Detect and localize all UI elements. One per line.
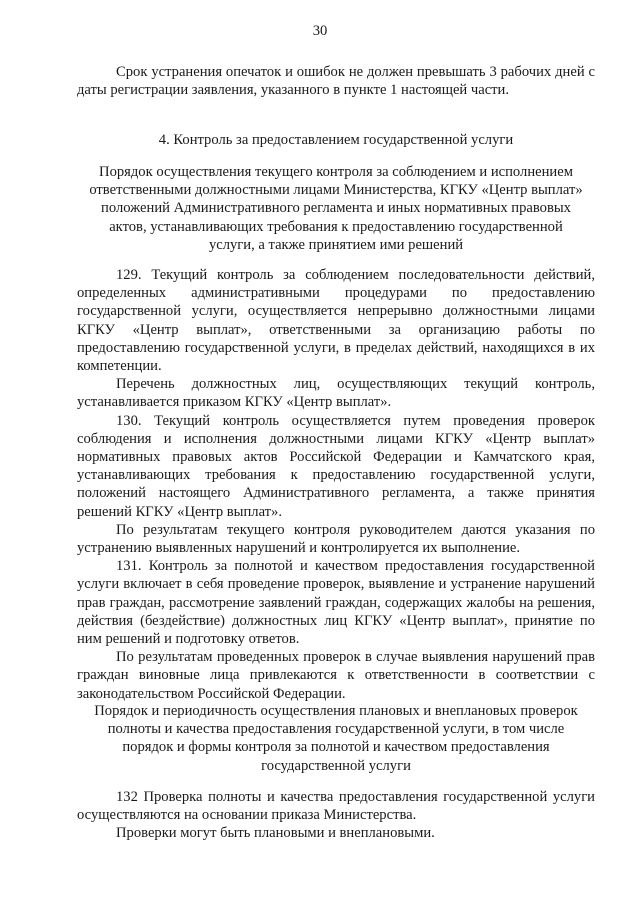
- page-number: 30: [312, 23, 328, 39]
- section-title: 4. Контроль за предоставлением государственной услуги: [158, 132, 514, 148]
- subsection-heading-2: [77, 702, 595, 775]
- paragraph-131: 131. Контроль за полнотой и качеством предоставления государственной услуги включает в себя проведение проверок, выявление и устранение нарушений прав граждан, рассмотрение заявлений граждан, содержащих жалобы на решения, действия (бездействие) должностных лиц КГКУ «Центр выплат», принятие по ним решений и подготовку ответов.: [77, 558, 595, 648]
- paragraph-131-results: По результатам проведенных проверок в случае выявления нарушений прав граждан виновные лица привлекаются к ответственности в соответствии с законодательством Российской Федерации.: [77, 649, 595, 702]
- subheading-line: актов, устанавливающих требования к предоставлению государственной: [109, 218, 563, 235]
- subheading-line: государственной услуги: [261, 757, 411, 774]
- paragraph-130: 130. Текущий контроль осуществляется путем проведения проверок соблюдения и исполнения должностными лицами КГКУ «Центр выплат» нормативных правовых актов Российской Федерации и Камчатского края, устанавливающих требования к предоставлению государственной услуги, положений настоящего Административного регламента, а также принятия решений КГКУ «Центр выплат».: [77, 412, 595, 520]
- paragraphs-block-1: [77, 266, 595, 703]
- subheading-line: Порядок осуществления текущего контроля за соблюдением и исполнением: [99, 164, 573, 180]
- intro-block: [77, 63, 595, 99]
- paragraphs-block-2: [77, 788, 595, 843]
- paragraph-132: 132 Проверка полноты и качества предоставления государственной услуги осуществляются на основании приказа Министерства.: [77, 789, 595, 824]
- subsection-heading-1: [77, 163, 595, 254]
- subheading-line: положений Административного регламента и иных нормативных правовых: [101, 200, 571, 217]
- paragraph-129-list: Перечень должностных лиц, осуществляющих текущий контроль, устанавливается приказом КГКУ «Центр выплат».: [77, 376, 595, 411]
- section-heading-block: [77, 131, 595, 149]
- subheading-line: полноты и качества предоставления государственной услуги, в том числе: [107, 721, 565, 738]
- paragraph-130-results: По результатам текущего контроля руководителем даются указания по устранению выявленных нарушений и контролируется их выполнение.: [77, 521, 595, 557]
- paragraph-129: 129. Текущий контроль за соблюдением последовательности действий, определенных административными процедурами по предоставлению государственной услуги, осуществляется непрерывно должностными лицами КГКУ «Центр выплат», ответственными за организацию работы по предоставлению государственной услуги, в пределах действий, находящихся в их компетенции.: [77, 267, 595, 375]
- subheading-line: ответственными должностными лицами Министерства, КГКУ «Центр выплат»: [89, 182, 583, 199]
- subheading-line: порядок и формы контроля за полнотой и качеством предоставления: [122, 739, 550, 756]
- intro-paragraph: Срок устранения опечаток и ошибок не должен превышать 3 рабочих дней с даты регистрации заявления, указанного в пункте 1 настоящей части.: [77, 64, 595, 99]
- paragraph-132-types: Проверки могут быть плановыми и внеплановыми.: [116, 825, 435, 842]
- subheading-line: услуги, а также принятием ими решений: [208, 236, 464, 253]
- subheading-line: Порядок и периодичность осуществления плановых и внеплановых проверок: [94, 703, 578, 719]
